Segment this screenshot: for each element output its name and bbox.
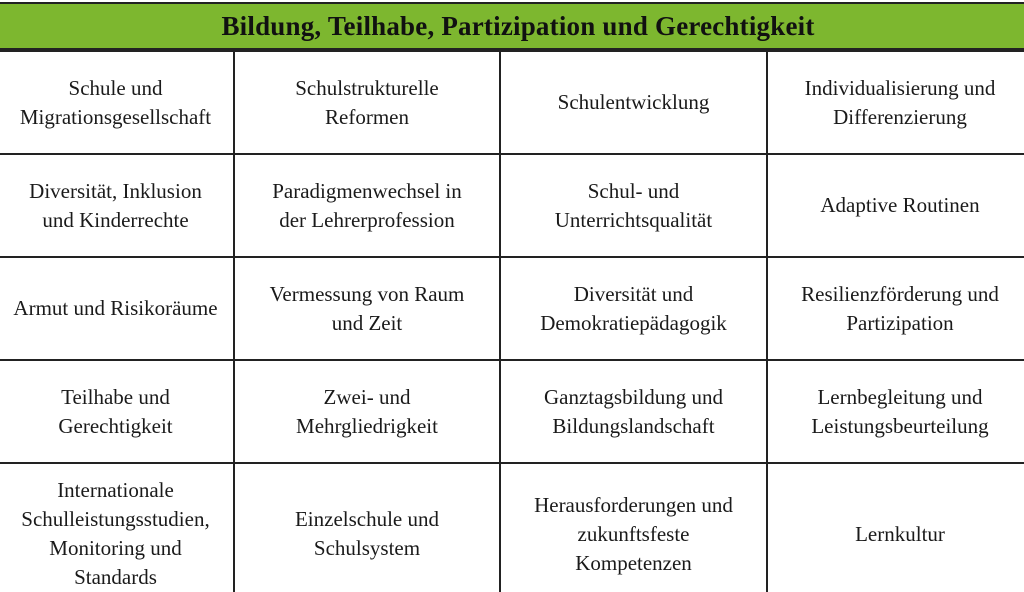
topic-cell: Schulentwicklung [500, 51, 767, 154]
topic-cell: Herausforderungen und zukunftsfeste Kompetenzen [500, 463, 767, 592]
topic-cell: Lernkultur [767, 463, 1024, 592]
table-row [0, 51, 1024, 154]
page-title: Bildung, Teilhabe, Partizipation und Gerechtigkeit [221, 10, 815, 41]
table-row [0, 257, 1024, 360]
topic-cell: Diversität und Demokratiepädagogik [500, 257, 767, 360]
title-banner [0, 2, 1024, 50]
topic-cell: Lernbegleitung und Leistungsbeurteilung [767, 360, 1024, 463]
topic-cell: Adaptive Routinen [767, 154, 1024, 257]
topic-cell: Resilienzförderung und Partizipation [767, 257, 1024, 360]
table-row [0, 360, 1024, 463]
table-row [0, 154, 1024, 257]
topic-cell: Schul- und Unterrichtsqualität [500, 154, 767, 257]
table-row [0, 463, 1024, 592]
topic-cell: Vermessung von Raum und Zeit [234, 257, 500, 360]
topic-cell: Schule und Migrationsgesellschaft [0, 51, 234, 154]
topic-cell: Internationale Schulleistungsstudien, Monitoring und Standards [0, 463, 234, 592]
topic-cell: Paradigmenwechsel in der Lehrerprofession [234, 154, 500, 257]
topic-cell: Diversität, Inklusion und Kinderrechte [0, 154, 234, 257]
topic-cell: Teilhabe und Gerechtigkeit [0, 360, 234, 463]
topic-cell: Zwei- und Mehrgliedrigkeit [234, 360, 500, 463]
topic-cell: Einzelschule und Schulsystem [234, 463, 500, 592]
topic-cell: Armut und Risikoräume [0, 257, 234, 360]
topic-cell: Schulstrukturelle Reformen [234, 51, 500, 154]
topic-grid [0, 50, 1024, 592]
topic-cell: Individualisierung und Differenzierung [767, 51, 1024, 154]
topic-cell: Ganztagsbildung und Bildungslandschaft [500, 360, 767, 463]
